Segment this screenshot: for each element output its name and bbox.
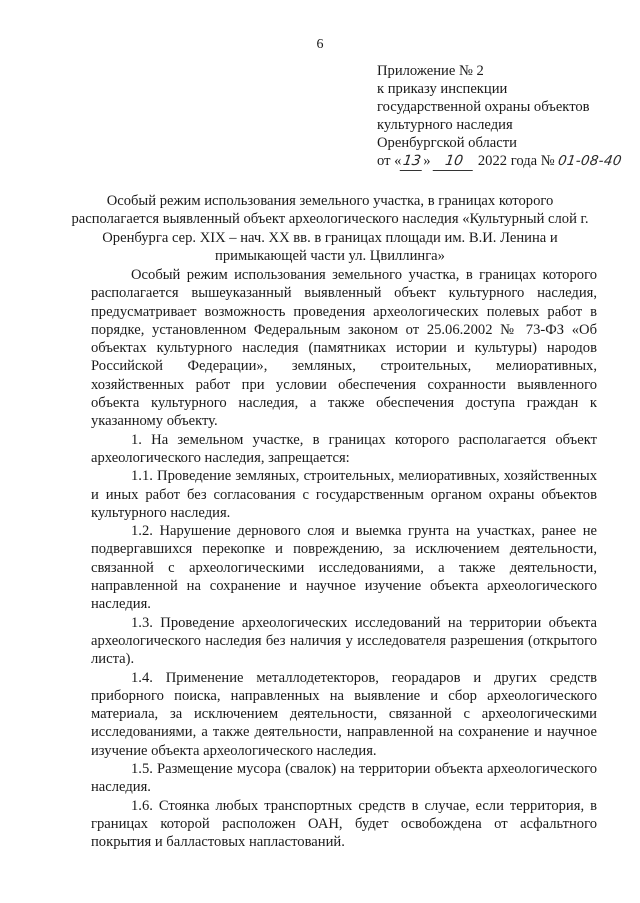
date-year-text: 2022 года № — [477, 153, 555, 169]
paragraph-item-1: 1. На земельном участке, в границах которого располагается объект археологического наследия, запрещается: — [91, 431, 597, 466]
paragraph-item-1-5: 1.5. Размещение мусора (свалок) на территории объекта археологического наследия. — [91, 761, 597, 796]
appendix-line-5: Оренбургской области — [377, 135, 517, 151]
paragraph-item-1-1: 1.1. Проведение земляных, строительных, мелиоративных, хозяйственных и иных работ без согласования с государственным органом охраны объектов культурного наследия. — [91, 468, 597, 521]
document-body — [91, 266, 597, 852]
appendix-line-1: Приложение № 2 — [377, 63, 484, 79]
document-title: Особый режим использования земельного участка, в границах которого располагается выявленный объект археологического наследия «Культурный слой г. Оренбурга сер. XIX – нач. XX вв. в границах площади им. В.И. Ленина и примыкающей части ул. Цвиллинга» — [71, 193, 589, 264]
paragraph-intro: Особый режим использования земельного участка, в границах которого располагается вышеуказанный выявленный объект культурного наследия, предусматривает возможность проведения археологических полевых работ в порядке, установленном Федеральным законом от 25.06.2002 № 73-ФЗ «Об объектах культурного наследия (памятниках истории и культуры) народов Российской Федерации», земляных, строительных, мелиоративных, хозяйственных работ при условии обеспечения сохранности выявленного объекта культурного наследия, а также обеспечения доступа граждан к указанному объекту. — [91, 267, 597, 430]
appendix-line-4: культурного наследия — [377, 117, 513, 133]
appendix-line-2: к приказу инспекции — [377, 81, 508, 97]
paragraph-item-1-4: 1.4. Применение металлодетекторов, георадаров и других средств приборного поиска, направленных на выявление и сбор археологического материала, за исключением деятельности, связанной с археологическими исследованиями, а также деятельности, направленной на сохранение и научное изучение объекта археологического наследия. — [91, 669, 597, 759]
order-number-handwritten: 01-08-40 — [557, 153, 624, 169]
date-quote-close: » — [423, 153, 431, 169]
date-month-handwritten: 10 — [433, 152, 476, 171]
appendix-line-3: государственной охраны объектов — [377, 99, 590, 115]
paragraph-item-1-3: 1.3. Проведение археологических исследований на территории объекта археологического наследия без наличия у исследователя разрешения (открытого листа). — [91, 614, 597, 668]
appendix-header — [377, 62, 637, 171]
appendix-date-line — [377, 152, 637, 171]
date-prefix: от « — [377, 153, 402, 169]
page-number: 6 — [316, 37, 324, 52]
paragraph-item-1-6: 1.6. Стоянка любых транспортных средств в случае, если территория, в границах которой расположен ОАН, будет освобождена от асфальтного покрытия и балластовых напластований. — [91, 797, 597, 851]
paragraph-item-1-2: 1.2. Нарушение дернового слоя и выемка грунта на участках, ранее не подвергавшихся перекопке и повреждению, за исключением деятельности, связанной с археологическими исследованиями, а также деятельности, направленной на сохранение и научное изучение объекта археологического наследия. — [91, 523, 597, 613]
date-day-handwritten: 13 — [400, 152, 424, 171]
